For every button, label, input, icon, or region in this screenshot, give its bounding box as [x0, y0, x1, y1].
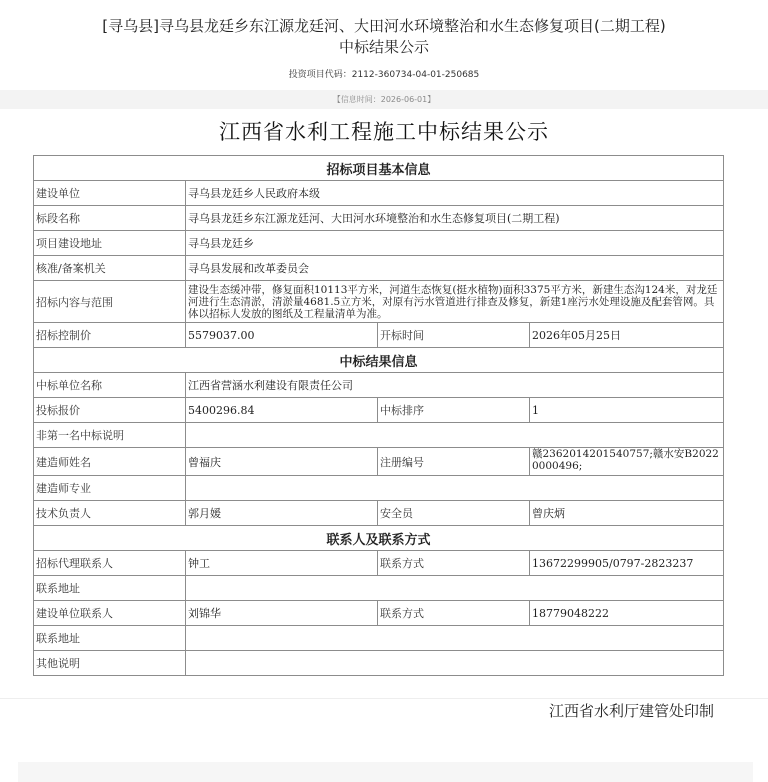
- owner-phone-label: 联系方式: [378, 601, 530, 626]
- other-notes-label: 其他说明: [34, 651, 186, 676]
- info-time: 【信息时间：2026-06-01】: [332, 95, 436, 104]
- agent-phone-value: 13672299905/0797-2823237: [530, 551, 724, 576]
- table-row: [34, 256, 724, 281]
- bid-value: 5400296.84: [186, 398, 378, 423]
- section-name-label: 标段名称: [34, 206, 186, 231]
- rank-label: 中标排序: [378, 398, 530, 423]
- owner-contact-value: 刘锦华: [186, 601, 378, 626]
- other-notes-value: [186, 651, 724, 676]
- table-row: [34, 181, 724, 206]
- table-row: [34, 601, 724, 626]
- open-time-label: 开标时间: [378, 323, 530, 348]
- specialty-value: [186, 476, 724, 501]
- registration-value: 赣2362014201540757;赣水安B20220000496;: [530, 448, 724, 476]
- announcement-title: [寻乌县]寻乌县龙廷乡东江源龙廷河、大田河水环境整治和水生态修复项目(二期工程): [102, 17, 666, 35]
- table-row: [34, 576, 724, 601]
- section-basic-title: 招标项目基本信息: [34, 156, 724, 181]
- safety-officer-label: 安全员: [378, 501, 530, 526]
- approval-label: 核准/备案机关: [34, 256, 186, 281]
- table-row: [34, 206, 724, 231]
- table-row: [34, 448, 724, 476]
- safety-officer-value: 曾庆炳: [530, 501, 724, 526]
- specialty-label: 建造师专业: [34, 476, 186, 501]
- document-title: 江西省水利工程施工中标结果公示: [219, 120, 549, 144]
- table-row: [34, 373, 724, 398]
- address-value: 寻乌县龙廷乡: [186, 231, 724, 256]
- owner-address-value: [186, 626, 724, 651]
- result-table: [33, 155, 724, 676]
- footer-printed-by: 江西省水利厅建管处印制: [548, 702, 714, 720]
- info-time-bar: [0, 90, 768, 109]
- winner-label: 中标单位名称: [34, 373, 186, 398]
- scope-value: 建设生态缓冲带，修复面积10113平方米，河道生态恢复(挺水植物)面积3375平方米，新建生态沟124米，对龙廷河进行生态清淤，清淤量4681.5立方米，对原有污水管道进行排查及修复，新建1座污水处理设施及配套管网。具体以招标人发放的图纸及工程量清单为准。: [186, 281, 724, 323]
- section-contact-title: 联系人及联系方式: [34, 526, 724, 551]
- agent-phone-label: 联系方式: [378, 551, 530, 576]
- rank-value: 1: [530, 398, 724, 423]
- owner-phone-value: 18779048222: [530, 601, 724, 626]
- scope-label: 招标内容与范围: [34, 281, 186, 323]
- agent-contact-label: 招标代理联系人: [34, 551, 186, 576]
- agent-address-value: [186, 576, 724, 601]
- address-label: 项目建设地址: [34, 231, 186, 256]
- approval-value: 寻乌县发展和改革委员会: [186, 256, 724, 281]
- section-header-row: [34, 348, 724, 373]
- builder-label: 建设单位: [34, 181, 186, 206]
- engineer-label: 建造师姓名: [34, 448, 186, 476]
- builder-value: 寻乌县龙廷乡人民政府本级: [186, 181, 724, 206]
- table-row: [34, 231, 724, 256]
- table-row: [34, 281, 724, 323]
- registration-label: 注册编号: [378, 448, 530, 476]
- footer-band: [18, 762, 753, 782]
- ceiling-price-value: 5579037.00: [186, 323, 378, 348]
- non-first-value: [186, 423, 724, 448]
- table-row: [34, 651, 724, 676]
- winner-value: 江西省营涵水利建设有限责任公司: [186, 373, 724, 398]
- section-result-title: 中标结果信息: [34, 348, 724, 373]
- table-row: [34, 398, 724, 423]
- tech-lead-value: 郭月媛: [186, 501, 378, 526]
- agent-contact-value: 钟工: [186, 551, 378, 576]
- ceiling-price-label: 招标控制价: [34, 323, 186, 348]
- table-row: [34, 476, 724, 501]
- announcement-header: [0, 16, 768, 58]
- project-code: 投资项目代码：2112-360734-04-01-250685: [288, 70, 480, 80]
- announcement-subtitle: 中标结果公示: [338, 38, 429, 56]
- section-name-value: 寻乌县龙廷乡东江源龙廷河、大田河水环境整治和水生态修复项目(二期工程): [186, 206, 724, 231]
- table-row: [34, 423, 724, 448]
- agent-address-label: 联系地址: [34, 576, 186, 601]
- divider: [0, 698, 768, 699]
- table-row: [34, 501, 724, 526]
- table-row: [34, 551, 724, 576]
- tech-lead-label: 技术负责人: [34, 501, 186, 526]
- bid-label: 投标报价: [34, 398, 186, 423]
- table-row: [34, 323, 724, 348]
- open-time-value: 2026年05月25日: [530, 323, 724, 348]
- section-header-row: [34, 526, 724, 551]
- section-header-row: [34, 156, 724, 181]
- table-row: [34, 626, 724, 651]
- owner-address-label: 联系地址: [34, 626, 186, 651]
- engineer-value: 曾福庆: [186, 448, 378, 476]
- non-first-label: 非第一名中标说明: [34, 423, 186, 448]
- owner-contact-label: 建设单位联系人: [34, 601, 186, 626]
